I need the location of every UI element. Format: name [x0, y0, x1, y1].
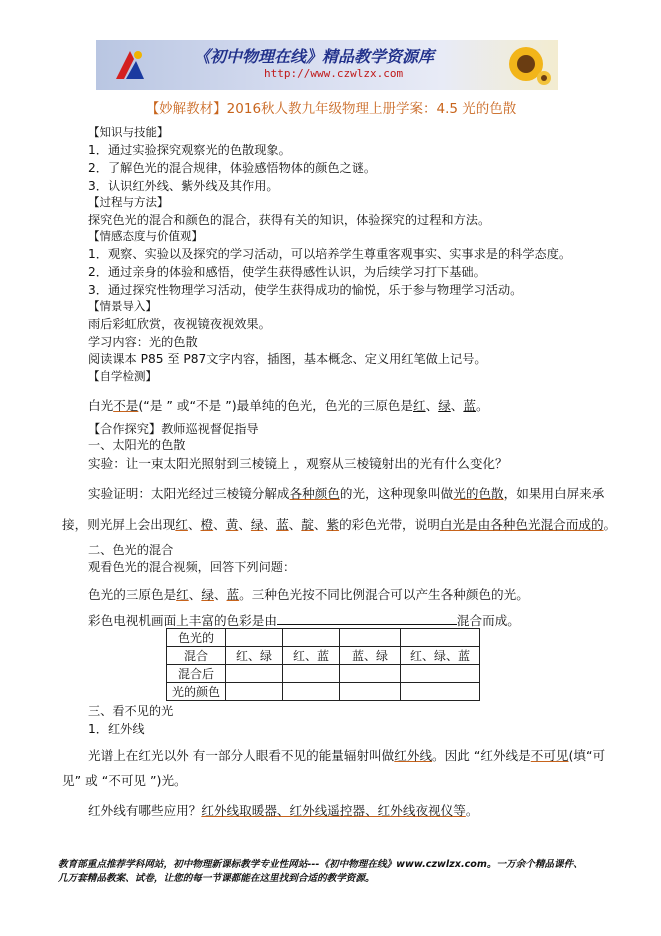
spectrum-sentence: 接，则光屏上会出现红、橙、黄、绿、蓝、靛、紫的彩色光带，说明白光是由各种色光混合而成的。: [62, 517, 617, 532]
table-col-4: 红、绿、蓝: [401, 647, 480, 665]
footer-line-2: 几万套精品教案、试卷，让您的每一节课都能在这里找到合适的教学资源。: [58, 873, 375, 884]
table-result-cell[interactable]: [401, 665, 480, 683]
table-col-1: 红、绿: [226, 647, 283, 665]
intro-text: 雨后彩虹欣赏，夜视镜夜视效果。: [88, 317, 271, 331]
banner-url[interactable]: http://www.czwlzx.com: [264, 67, 404, 80]
attitude-item-3: 3．通过探究性物理学习活动，使学生获得成功的愉悦，乐于参与物理学习活动。: [88, 283, 523, 297]
tv-answer-blank[interactable]: [277, 613, 457, 625]
knowledge-item-1: 1．通过实验探究观察光的色散现象。: [88, 143, 291, 157]
content-label: 学习内容：光的色散: [88, 335, 198, 349]
heading-intro: 【情景导入】: [88, 299, 157, 313]
header-banner: [96, 40, 558, 90]
table-result-cell[interactable]: [340, 665, 401, 683]
document-title: 【妙解教材】2016秋人教九年级物理上册学案：4.5 光的色散: [145, 101, 517, 117]
knowledge-item-3: 3．认识红外线、紫外线及其作用。: [88, 179, 279, 193]
primary-colors-sentence: 色光的三原色是红、绿、蓝。三种色光按不同比例混合可以产生各种颜色的光。: [88, 587, 529, 602]
experiment-text: 实验：让一束太阳光照射到三棱镜上 ，观察从三棱镜射出的光有什么变化？: [88, 456, 508, 471]
attitude-item-2: 2．通过亲身的体验和感悟，使学生获得感性认识，为后续学习打下基础。: [88, 265, 486, 279]
subheading-mixing: 二、色光的混合: [88, 543, 174, 557]
reading-instruction: 阅读课本 P85 至 P87文字内容，插图，基本概念、定义用红笔做上记号。: [88, 352, 487, 366]
knowledge-item-2: 2．了解色光的混合规律，体验感悟物体的颜色之谜。: [88, 161, 377, 175]
heading-knowledge: 【知识与技能】: [88, 125, 169, 139]
heading-self-check: 【自学检测】: [88, 369, 157, 383]
table-head-result-a: 混合后: [167, 665, 226, 683]
banner-title: 《初中物理在线》精品教学资源库: [194, 47, 435, 66]
infrared-sentence-2: 见” 或 “不可见 ”)光。: [62, 773, 187, 788]
answer-not: 不是: [113, 398, 139, 413]
process-text: 探究色光的混合和颜色的混合，获得有关的知识，体验探究的过程和方法。: [88, 213, 491, 227]
heading-cooperate: 【合作探究】教师巡视督促指导: [88, 422, 259, 436]
table-head-mix-b: 混合: [167, 647, 226, 665]
self-check-question: 白光不是(“是 ” 或“不是 ”)最单纯的色光，色光的三原色是红、绿、蓝。: [88, 398, 489, 413]
video-instruction: 观看色光的混合视频，回答下列问题：: [88, 560, 296, 574]
logo-icon: [110, 45, 150, 85]
table-col-3: 蓝、绿: [340, 647, 401, 665]
infrared-applications: 红外线有哪些应用？红外线取暖器、红外线遥控器、红外线夜视仪等。: [88, 803, 479, 818]
mixing-table: [166, 628, 480, 701]
subheading-dispersion: 一、太阳光的色散: [88, 438, 186, 452]
infrared-sentence: 光谱上在红光以外 有一部分人眼看不见的能量辐射叫做红外线。因此 “红外线是不可见(填“可: [88, 748, 606, 763]
subheading-invisible-light: 三、看不见的光: [88, 704, 174, 718]
attitude-item-1: 1．观察、实验以及探究的学习活动，可以培养学生尊重客观事实、实事求是的科学态度。: [88, 247, 572, 261]
table-col-2: 红、蓝: [283, 647, 340, 665]
experiment-proof: 实验证明：太阳光经过三棱镜分解成各种颜色的光，这种现象叫做光的色散，如果用白屏来承: [88, 486, 605, 501]
sunflower-icon: [500, 42, 552, 88]
heading-process: 【过程与方法】: [88, 195, 169, 209]
table-result-cell[interactable]: [283, 665, 340, 683]
item-infrared: 1．红外线: [88, 722, 145, 736]
table-result-cell[interactable]: [226, 665, 283, 683]
tv-sentence: 彩色电视机画面上丰富的色彩是由 混合而成。: [88, 613, 520, 628]
table-head-result-b: 光的颜色: [167, 683, 226, 701]
footer-line-1: 教育部重点推荐学科网站，初中物理新课标教学专业性网站---《初中物理在线》www.czwlzx.com。一万余个精品课件、: [58, 859, 583, 870]
heading-attitude: 【情感态度与价值观】: [88, 229, 203, 243]
table-head-mix-a: 色光的: [167, 629, 226, 647]
footer: [58, 858, 618, 886]
